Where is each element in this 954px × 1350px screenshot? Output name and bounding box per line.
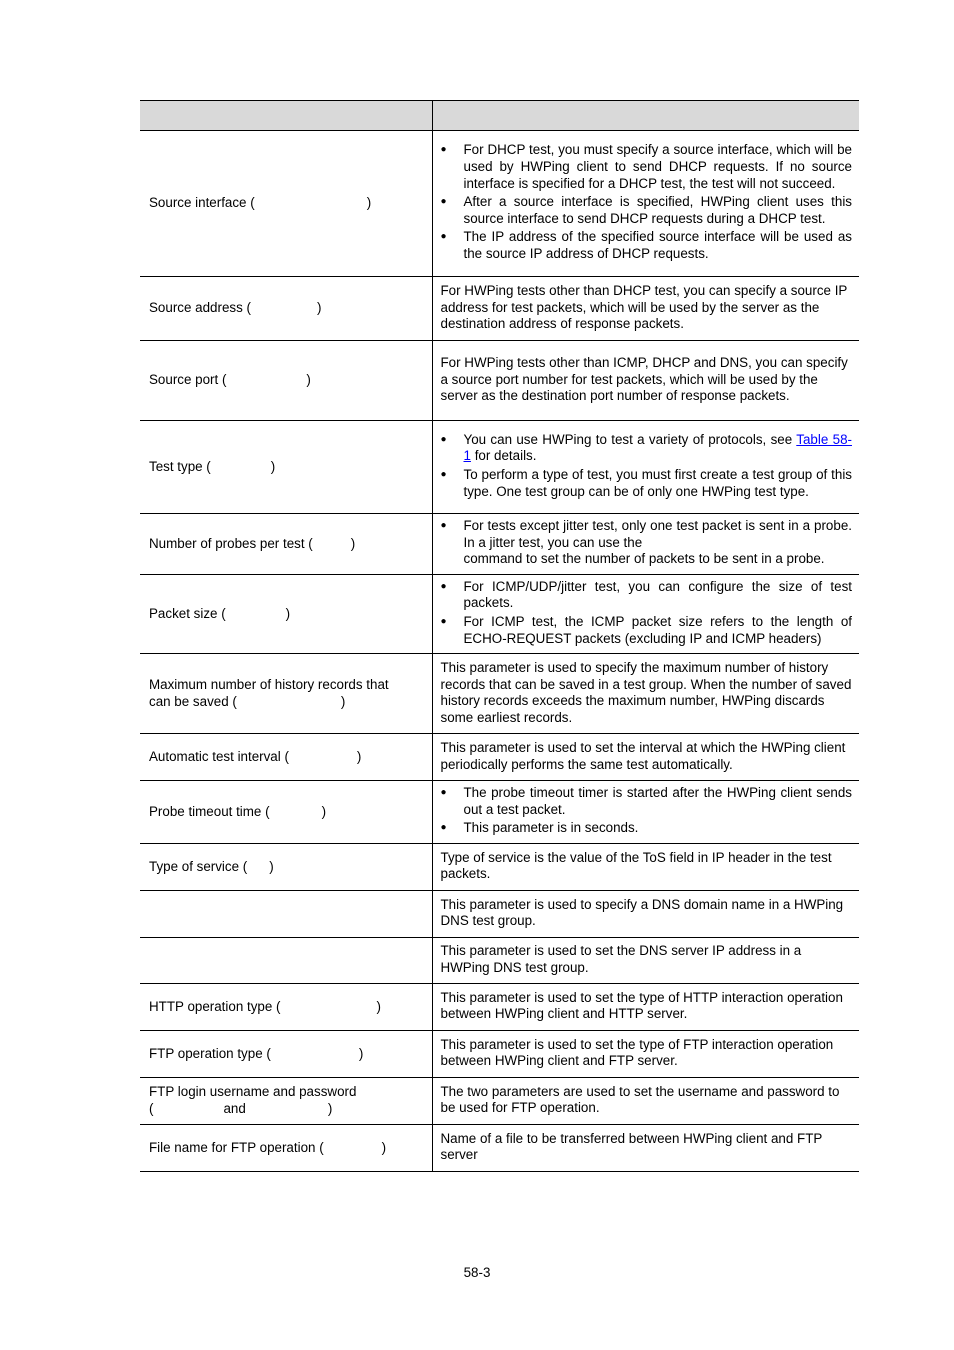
table-row [140,983,859,1030]
parameter-cell [140,890,432,937]
description-cell: This parameter is used to set the DNS server IP address in a HWPing DNS test group. [432,937,859,983]
parameter-cell: File name for FTP operation ( ) [140,1124,432,1171]
description-cell: This parameter is used to set the type of FTP interaction operation between HWPing client and FTP server. [432,1030,859,1077]
table-row [140,781,859,844]
table-row [140,1124,859,1171]
description-cell: This parameter is used to set the type of HTTP interaction operation between HWPing client and HTTP server. [432,983,859,1030]
list-item: ● For ICMP test, the ICMP packet size refers to the length of ECHO-REQUEST packets (excluding IP and ICMP headers) [440,613,852,646]
parameter-cell: Test type ( ) [140,421,432,514]
table-row [140,1077,859,1124]
parameter-label: Source interface ( [149,195,255,211]
list-item: ● For tests except jitter test, only one test packet is sent in a probe. In a jitter test, you can use the command to set the number of packets to be sent in a probe. [440,518,852,567]
parameter-label: Number of probes per test ( [149,535,313,551]
parameter-label: Type of service ( [149,858,248,874]
parameter-label: Automatic test interval ( [149,748,289,764]
description-cell [432,421,859,514]
table-row [140,843,859,890]
table-row [140,734,859,781]
description-cell: The two parameters are used to set the username and password to be used for FTP operation. [432,1077,859,1124]
parameter-label: FTP login username and password [149,1084,357,1100]
parameter-cell: Maximum number of history records that can be saved ( ) [140,654,432,734]
parameter-label: File name for FTP operation ( [149,1139,324,1155]
list-item: ● To perform a type of test, you must first create a test group of this type. One test group can be of only one HWPing test type. [440,467,852,499]
parameter-label: Packet size ( [149,605,226,621]
parameter-label: Maximum number of history records that [149,677,389,693]
parameter-label: Test type ( [149,458,211,474]
description-cell: This parameter is used to specify a DNS domain name in a HWPing DNS test group. [432,890,859,937]
parameter-table [140,100,859,1172]
parameter-label: Source port ( [149,372,227,388]
table-row [140,514,859,575]
table-row [140,890,859,937]
header-cell-parameter [140,101,432,131]
description-cell: For HWPing tests other than DHCP test, you can specify a source IP address for test packets, which will be used by the server as the destination address of response packets. [432,277,859,341]
parameter-label: Source address ( [149,300,251,316]
list-item: ● The probe timeout timer is started after the HWPing client sends out a test packet. [440,785,852,817]
table-row [140,277,859,341]
table-58-1-link[interactable]: Table 58-1 [463,431,852,464]
list-item: ● For ICMP/UDP/jitter test, you can configure the size of test packets. [440,578,852,611]
parameter-cell: Source address ( ) [140,277,432,341]
header-cell-description [432,101,859,131]
description-cell [432,131,859,277]
parameter-table-container [140,100,859,1172]
table-row [140,937,859,983]
list-item: ● This parameter is in seconds. [440,820,639,836]
description-cell: This parameter is used to specify the maximum number of history records that can be saved in a test group. When the number of saved history records exceeds the maximum number, HWPing discards some earliest records. [432,654,859,734]
description-cell [432,514,859,575]
parameter-cell: Type of service ( ) [140,843,432,890]
parameter-cell: Automatic test interval ( ) [140,734,432,781]
list-item: ● The IP address of the specified source interface will be used as the source IP address of DHCP requests. [440,229,852,261]
description-cell: Name of a file to be transferred between HWPing client and FTP server [432,1124,859,1171]
parameter-label: FTP operation type ( [149,1045,271,1061]
table-row [140,131,859,277]
parameter-cell: Number of probes per test ( ) [140,514,432,575]
parameter-cell: HTTP operation type ( ) [140,983,432,1030]
parameter-cell [140,937,432,983]
parameter-cell: Source interface ( ) [140,131,432,277]
description-cell [432,781,859,844]
list-item: ● You can use HWPing to test a variety of protocols, see Table 58-1 for details. [440,431,852,464]
list-item: ● After a source interface is specified, HWPing client uses this source interface to send DHCP requests during a DHCP test. [440,194,852,226]
table-row [140,574,859,653]
parameter-label: HTTP operation type ( [149,998,281,1014]
page-number: 58-3 [463,1265,491,1280]
table-row [140,1030,859,1077]
parameter-cell: FTP login username and password ( and ) [140,1077,432,1124]
parameter-cell: FTP operation type ( ) [140,1030,432,1077]
description-cell: For HWPing tests other than ICMP, DHCP and DNS, you can specify a source port number for test packets, which will be used by the server as the destination port number of response packets. [432,341,859,421]
parameter-cell: Source port ( ) [140,341,432,421]
table-header-row [140,101,859,131]
list-item: ● For DHCP test, you must specify a source interface, which will be used by HWPing client to send DHCP requests. If no source interface is specified for a DHCP test, the test will not succeed. [440,142,852,191]
description-cell: This parameter is used to set the interval at which the HWPing client periodically performs the same test automatically. [432,734,859,781]
description-cell [432,574,859,653]
description-cell: Type of service is the value of the ToS field in IP header in the test packets. [432,843,859,890]
table-row [140,421,859,514]
table-row [140,341,859,421]
table-row [140,654,859,734]
parameter-cell: Probe timeout time ( ) [140,781,432,844]
parameter-cell: Packet size ( ) [140,574,432,653]
parameter-label: Probe timeout time ( [149,803,270,819]
